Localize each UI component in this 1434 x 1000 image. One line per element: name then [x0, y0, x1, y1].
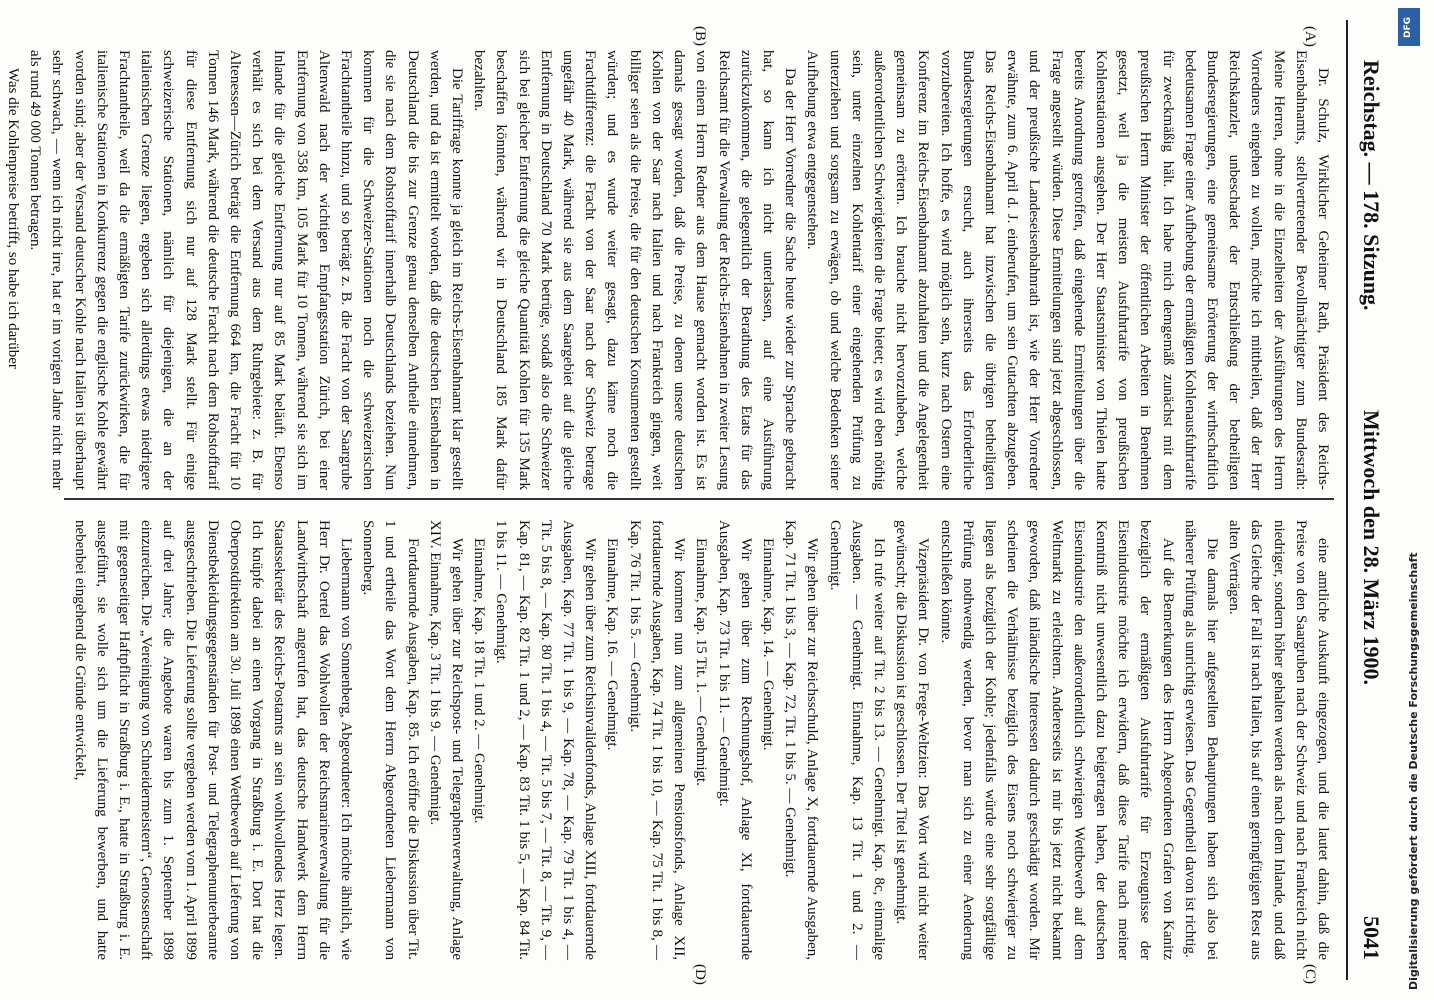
paragraph: Wir gehen über zur Reichsschuld, Anlage X, fortdauernde Ausgaben, Kap. 71 Tit. 1 bis 3, — Kap. 72, Tit. 1 bis 5. — Genehmigt.: [782, 520, 821, 960]
paragraph: Einnahme, Kap. 18 Tit. 1 und 2. — Genehmigt.: [471, 538, 488, 824]
header-date: Mittwoch den 28. März 1900.: [1359, 410, 1384, 685]
paragraph: Fortdauernde Ausgaben, Kap. 85. Ich eröffne die Diskussion über Tit. 1 und ertheile das Wort dem Herrn Abgeordneten Liebermann von Sonnenberg.: [360, 520, 421, 960]
paragraph: Wir gehen über zum Rechnungshof, Anlage XI, fortdauernde Ausgaben, Kap. 73 Tit. 1 bis 11. — Genehmigt.: [715, 520, 754, 960]
right-text-column: [64, 520, 1334, 960]
margin-marker-a: (A): [1302, 26, 1318, 47]
dfg-logo-text: DFG: [1403, 16, 1413, 38]
paragraph: Dr. Schulz, Wirklicher Geheimer Rath, Präsident des Reichs-Eisenbahnamts, stellvertretender Bevollmächtigter zum Bundesrath: Meine Herren, ohne in die Einzelheiten der Ausführungen des Herrn Vorredners eingehen zu wollen, möchte ich mittheilen, daß der Herr Reichskanzler, unbeschadet der Entschließung der betheiligten Bundesregierungen, eine gemeinsame Erörterung der wirthschaftlich bedeutsamen Frage einer Aufhebung der ermäßigten Kohlenausfuhrtarife für zweckmäßig hält. Ich habe mich demgemäß zunächst mit dem preußischen Herrn Minister der öffentlichen Arbeiten in Benehmen gesetzt, weil ja die meisten Ausfuhrtarife von preußischen Kohlenstationen ausgehen. Der Herr Staatsminister von Thielen hatte bereits Anordnung getroffen, daß eingehende Ermittelungen über die Frage angestellt würden. Diese Ermittelungen sind jetzt abgeschlossen, und der preußische Landeseisenbahnrath ist, wie der Herr Vorredner erwähnte, zum 6. April d. J. einberufen, um sein Gutachten abzugeben. Das Reichs-Eisenbahnamt hat inzwischen die übrigen betheiligten Bundesregierungen ersucht, auch ihrerseits das Erforderliche vorzubereiten. Ich hoffe, es wird möglich sein, kurz nach Ostern eine Konferenz im Reichs-Eisenbahnamt abzuhalten und die Angelegenheit gemeinsam zu erörtern. Ich brauche nicht hervorzuheben, welche außerordentlichen Schwierigkeiten die Frage bietet; es wird eben nöthig sein, unter einzelnen Kohlentarif einer eingehenden Prüfung zu unterziehen und sorgsam zu erwägen, ob und welche Bedenken seiner Aufhebung etwa entgegenstehen.: [804, 50, 1331, 490]
header-session-title: Reichstag. — 178. Sitzung.: [1359, 60, 1384, 311]
paragraph: Wir gehen über zum Reichsinvalidenfonds, Anlage XIII, fortdauernde Ausgaben, Kap. 77 Tit. 1 bis 9, — Kap. 78, — Kap. 79 Tit. 1 bis 4, — Tit. 5 bis 8, — Kap. 80 Tit. 1 bis 4, — Tit. 5 bis 7, — Tit. 8, — Tit. 9, — Kap. 81, — Kap. 82 Tit. 1 und 2, — Kap. 83 Tit. 1 bis 5, — Kap. 84 Tit. 1 bis 11. — Genehmigt.: [493, 520, 599, 960]
paragraph: Die Tariffrage konnte ja gleich im Reichs-Eisenbahnamt klar gestellt werden, und da ist ermittelt worden, daß die deutschen Eisenbahnen in Deutschland die bis zur Grenze genau denselben Antheile einnehmen, die sie nach dem Rohstofftarif innerhalb Deutschlands beziehen. Nun kommen für die Schweizer-Stationen noch die schweizerischen Frachtantheile hinzu, und so beträgt z. B. die Fracht von der Saargrube Altenwald nach der wichtigen Empfangsstation Zürich, bei einer Entfernung von 358 km, 105 Mark für 10 Tonnen, während sie sich im Inlande für die gleiche Entfernung nur auf 85 Mark beläuft. Ebenso verhält es sich bei dem Versand aus dem Ruhrgebiete: z. B. für Altenessen—Zürich beträgt die Entfernung 664 km, die Fracht für 10 Tonnen 146 Mark, während die deutsche Fracht nach dem Rohstofftarif für diese Entfernung sich nur auf 128 Mark stellt. Für einige schweizerische Stationen, nämlich für diejenigen, die an der italienischen Grenze liegen, ergeben sich allerdings etwas niedrigere Frachtantheile, weil da die ermäßigten Tarife zurückwirken, die für italienische Stationen in Konkurrenz gegen die englische Kohle gewährt worden sind; aber der Versand deutscher Kohle nach Italien ist überhaupt sehr schwach, — wenn ich nicht irre, hat er im vorigen Jahre nicht mehr als rund 49 000 Tonnen betragen.: [27, 50, 466, 490]
left-text-column: [5, 50, 1334, 490]
paragraph: Einnahme, Kap. 14. — Genehmigt.: [759, 538, 776, 751]
dfg-logo: [1398, 8, 1420, 46]
paragraph: Da der Herr Vorredner die Sache heute wieder zur Sprache gebracht hat, so kann ich nicht unterlassen, auf eine Ausführung zurückzukommen, die gelegentlich der Berathung des Etats für das Reichsamt für die Verwaltung der Reichs-Eisenbahnen in zweiter Lesung von einem Herrn Redner aus dem Hause gemacht worden ist. Es ist damals gesagt worden, daß die Preise, zu denen unsere deutschen Kohlen von der Saar nach Italien und nach Frankreich gingen, weit billiger seien als die Preise, die für den deutschen Konsumenten gestellt würden; und es wurde weiter gesagt, dazu käme noch die Frachtdifferenz: die Fracht von der Saar nach der Schweiz betrage ungefähr 40 Mark, während sie aus dem Saargebiet auf die gleiche Entfernung in Deutschland 70 Mark betrüge, sodaß also die Schweizer sich bei gleicher Entfernung die gleiche Quantität Kohlen für 135 Mark beschaffen könnten, während wir in Deutschland 185 Mark dafür bezahlten.: [471, 50, 799, 490]
paragraph: Die damals hier aufgestellten Behauptungen haben sich also bei näherer Prüfung als unrichtig erwiesen. Das Gegentheil davon ist richtig.: [1181, 520, 1220, 960]
paragraph: Einnahme, Kap. 16. — Genehmigt.: [604, 538, 621, 751]
digitization-credit: Digitalisierung gefördert durch die Deutsche Forschungsgemeinschaft: [1407, 552, 1420, 990]
paragraph: Was die Kohlenpreise betrifft, so habe ich darüber: [5, 68, 22, 369]
paragraph: Ich rufe weiter auf Tit. 2 bis 13. — Genehmigt. Kap. 8c, einmalige Ausgaben. — Genehmigt. Einnahme, Kap. 13 Tit. 1 und 2. — Genehmigt.: [826, 520, 887, 960]
paragraph: Vizepräsident Dr. von Frege-Weltzien: Das Wort wird nicht weiter gewünscht; die Diskussion ist geschlossen. Der Titel ist genehmigt.: [893, 520, 932, 960]
paragraph: Auf die Bemerkungen des Herrn Abgeordneten Grafen von Kanitz bezüglich der ermäßigten Ausfuhrtarife für Erzeugnisse der Eisenindustrie möchte ich erwidern, daß diese Tarife nach meiner Kenntniß nicht unwesentlich dazu beigetragen haben, der deutschen Eisenindustrie den außerordentlich schwierigen Wettbewerb auf dem Weltmarkt zu erleichtern. Andererseits ist mir bis jetzt nicht bekannt geworden, daß inländische Interessen dadurch geschädigt worden. Mir scheinen die Verhältnisse bezüglich des Eisens noch schwieriger zu liegen als bezüglich der Kohle; jedenfalls würde eine sehr sorgfältige Prüfung nothwendig werden, bevor man sich zu einer Aenderung entschließen könnte.: [937, 520, 1176, 960]
running-header: [1352, 20, 1388, 980]
paragraph: Liebermann von Sonnenberg, Abgeordneter: Ich möchte ähnlich, wie Herr Dr. Oertel das Wohlwollen der Reichsmarineverwaltung für die Landwirthschaft angerufen hat, das deutsche Handwerk dem Herrn Staatssekretär des Reichs-Postamts an sein wohlwollendes Herz legen. Ich knüpfe dabei an einen Vorgang in Straßburg i. E. Dort hat die Oberpostdirektion am 30. Juli 1898 einen Wettbewerb auf Lieferung von Dienstbekleidungsgegenständen für Post- und Telegraphenunterbeamte ausgeschrieben. Die Lieferung sollte vergeben werden vom 1. April 1899 auf drei Jahre; die Angebote waren bis zum 1. September 1898 einzureichen. Die „Vereinigung von Schneidermeistern“, Genossenschaft mit gegenseitiger Haftpflicht in Straßburg i. E., hatte in Straßburg i. E. ausgeführt, sie wolle sich um die Lieferung bewerben, und hatte nebenbei eingehend die Gründe entwickelt,: [71, 520, 355, 961]
paragraph: Einnahme, Kap. 15 Tit. 1. — Genehmigt.: [693, 538, 710, 786]
paragraph: eine amtliche Auskunft eingezogen, und die lautet dahin, daß die Preise von den Saargruben nach der Schweiz und nach Frankreich nicht niedriger, sondern höher gehalten werden als nach dem Inlande, und daß das Gleiche der Fall ist nach Italien, bis auf einen geringfügigen Rest aus alten Verträgen.: [1226, 520, 1331, 960]
column-divider: [64, 498, 1334, 500]
header-page-number: 5041: [1359, 916, 1384, 960]
paragraph: Wir gehen über zur Reichspost- und Telegraphenverwaltung, Anlage XIV. Einnahme, Kap. 3 Tit. 1 bis 9. — Genehmigt.: [426, 520, 466, 960]
header-rule: [1346, 20, 1348, 980]
paragraph: Wir kommen nun zum allgemeinen Pensionsfonds, Anlage XII, fortdauernde Ausgaben, Kap. 74 Tit. 1 bis 10, — Kap. 75 Tit. 1 bis 8, — Kap. 76 Tit. 1 bis 5. — Genehmigt.: [626, 520, 688, 960]
margin-marker-c: (C): [1302, 964, 1318, 984]
margin-marker-d: (D): [692, 964, 708, 985]
margin-marker-b: (B): [692, 26, 708, 46]
rotated-page-content: [5, 20, 1388, 985]
